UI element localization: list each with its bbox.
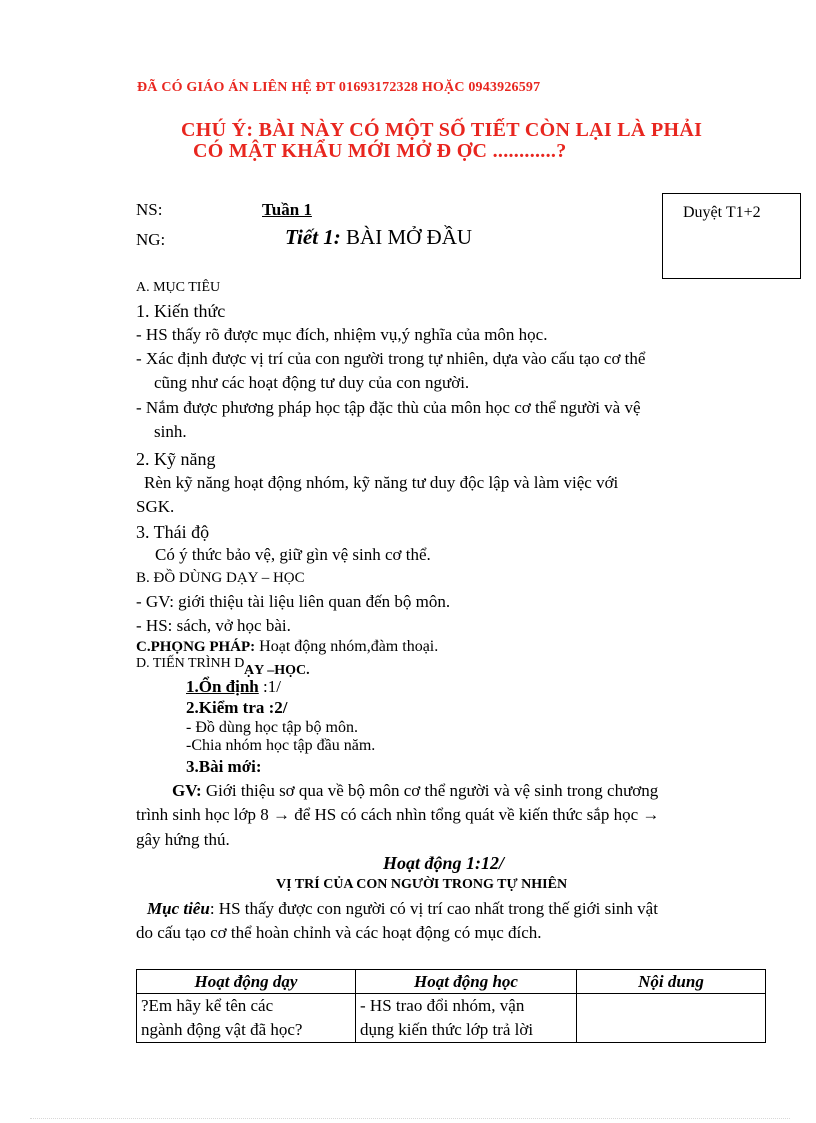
gv-text: Giới thiệu sơ qua về bộ môn cơ thể người và vệ sinh trong chương (201, 781, 659, 800)
method-text: Hoạt động nhóm,đàm thoại. (255, 638, 439, 655)
page-footer-divider (30, 1118, 790, 1119)
gv-intro (172, 781, 658, 801)
cell-content (577, 994, 766, 1043)
teaching-line-2: ngành động vật đã học? (141, 1020, 303, 1039)
step-1-label: 1.Ổn định (186, 677, 259, 696)
cell-learning (356, 994, 577, 1043)
step-2: 2.Kiểm tra :2/ (186, 698, 288, 717)
knowledge-title: 1. Kiến thức (136, 301, 226, 321)
goal-label: Mục tiêu (147, 899, 210, 918)
step-2-item-1: - Đồ dùng học tập bộ môn. (186, 719, 358, 736)
attitude-text: Có ý thức bảo vệ, giữ gìn vệ sinh cơ thể. (155, 545, 431, 564)
materials-hs: - HS: sách, vở học bài. (136, 616, 291, 635)
password-note-line1: CHÚ Ý: BÀI NÀY CÓ MỘT SỐ TIẾT CÒN LẠI LÀ PHẢI (181, 119, 703, 141)
gv-text-cont-2: gây hứng thú. (136, 830, 230, 849)
learning-line-2: dụng kiến thức lớp trả lời (360, 1020, 534, 1039)
lesson-heading (285, 225, 472, 250)
goal-text: : HS thấy được con người có vị trí cao nhất trong thế giới sinh vật (209, 899, 658, 918)
skills-title: 2. Kỹ năng (136, 449, 216, 469)
week-label: Tuần 1 (262, 200, 312, 219)
skills-text-cont: SGK. (136, 497, 175, 516)
header-content: Nội dung (577, 970, 766, 994)
section-b-title: B. ĐỒ DÙNG DẠY – HỌC (136, 570, 305, 586)
contact-header: ĐÃ CÓ GIÁO ÁN LIÊN HỆ ĐT 01693172328 HOẶC 0943926597 (137, 80, 541, 95)
approval-label: Duyệt T1+2 (683, 204, 761, 221)
knowledge-item-2-cont: cũng như các hoạt động tư duy của con người. (154, 373, 470, 392)
gv-label: GV: (172, 781, 202, 800)
skills-text: Rèn kỹ năng hoạt động nhóm, kỹ năng tư duy độc lập và làm việc với (144, 473, 619, 492)
section-d-title: D. TIẾN TRÌNH D (136, 656, 245, 671)
section-a-title: A. MỤC TIÊU (136, 280, 221, 295)
table-header-row (137, 970, 766, 994)
method-line (136, 638, 438, 656)
attitude-title: 3. Thái độ (136, 522, 210, 542)
lesson-number: Tiết 1: (285, 225, 341, 249)
step-3: 3.Bài mới: (186, 757, 262, 776)
ng-label: NG: (136, 230, 166, 249)
activity-1-title: Hoạt động 1:12/ (383, 853, 505, 873)
table-row (137, 994, 766, 1043)
password-note-line2: CÓ MẬT KHẨU MỚI MỞ Đ ỢC ............? (193, 140, 567, 162)
approval-box (662, 193, 801, 279)
ns-label: NS: (136, 200, 163, 219)
method-label: C.PHỌNG PHÁP: (136, 639, 256, 655)
learning-line-1: - HS trao đổi nhóm, vận (360, 996, 525, 1015)
header-learning: Hoạt động học (356, 970, 577, 994)
section-d-title-cont: ẠY –HỌC. (244, 663, 310, 678)
header-teaching: Hoạt động dạy (137, 970, 356, 994)
activity-table (136, 969, 766, 1043)
cell-teaching (137, 994, 356, 1043)
goal-text-cont: do cấu tạo cơ thể hoàn chỉnh và các hoạt động có mục đích. (136, 923, 542, 942)
teaching-line-1: ?Em hãy kể tên các (141, 996, 274, 1015)
step-1 (186, 677, 281, 697)
step-1-time: :1/ (258, 677, 281, 696)
step-2-item-2: -Chia nhóm học tập đầu năm. (186, 737, 376, 754)
knowledge-item-3: - Nắm được phương pháp học tập đặc thù của môn học cơ thể người và vệ (136, 398, 641, 417)
materials-gv: - GV: giới thiệu tài liệu liên quan đến bộ môn. (136, 592, 451, 611)
activity-1-subtitle: VỊ TRÍ CỦA CON NGƯỜI TRONG TỰ NHIÊN (276, 877, 568, 892)
knowledge-item-3-cont: sinh. (154, 422, 187, 441)
gv-text-cont-1: trình sinh học lớp 8 → để HS có cách nhìn tổng quát về kiến thức sắp học → (136, 805, 660, 824)
knowledge-item-1: - HS thấy rõ được mục đích, nhiệm vụ,ý nghĩa của môn học. (136, 325, 548, 344)
activity-1-goal (147, 899, 658, 919)
knowledge-item-2: - Xác định được vị trí của con người trong tự nhiên, dựa vào cấu tạo cơ thể (136, 349, 646, 368)
lesson-title: BÀI MỞ ĐẦU (340, 225, 473, 249)
